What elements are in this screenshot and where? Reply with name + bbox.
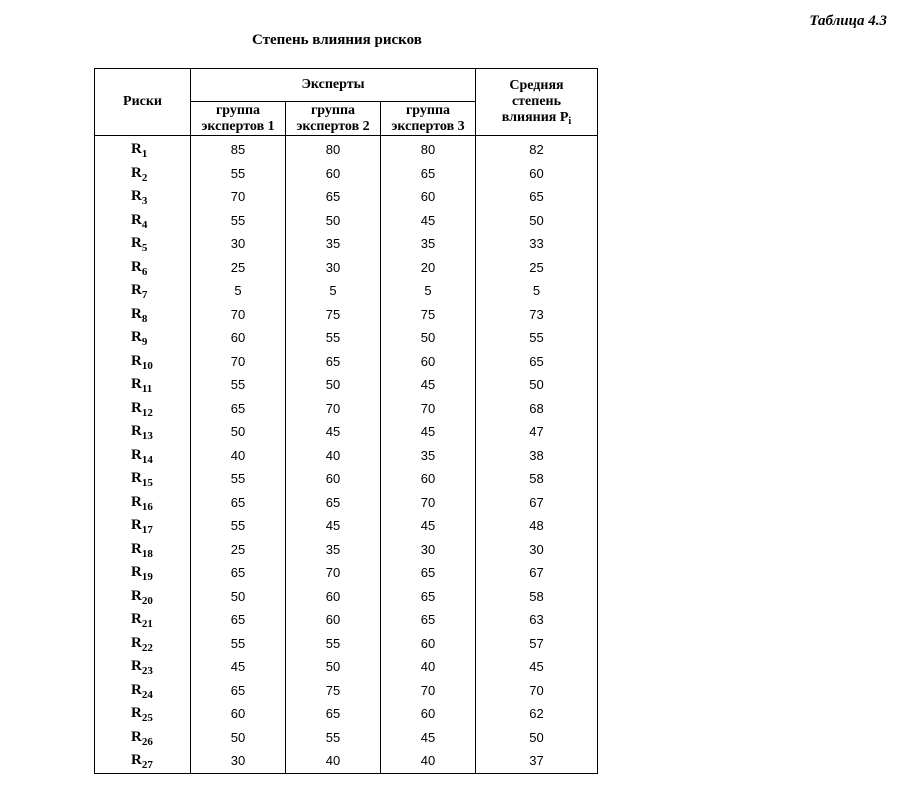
table-row <box>95 303 598 327</box>
table-row <box>95 397 598 421</box>
risk-label <box>95 397 191 421</box>
group-3-value: 80 <box>381 136 476 162</box>
risk-label <box>95 467 191 491</box>
risk-letter: R <box>131 705 142 722</box>
group-3-value: 65 <box>381 162 476 186</box>
table-row <box>95 256 598 280</box>
average-value: 58 <box>476 585 598 609</box>
risk-index: 25 <box>141 712 153 725</box>
risk-index: 10 <box>141 359 153 372</box>
table-row <box>95 232 598 256</box>
average-value: 30 <box>476 538 598 562</box>
group-1-value: 65 <box>191 397 286 421</box>
risk-letter: R <box>131 329 142 346</box>
risk-index: 21 <box>141 618 153 631</box>
risk-letter: R <box>131 282 142 299</box>
average-value: 50 <box>476 209 598 233</box>
table-row <box>95 679 598 703</box>
table-row <box>95 655 598 679</box>
group-2-value: 65 <box>286 702 381 726</box>
table-row <box>95 279 598 303</box>
header-group-line: группа <box>310 102 356 118</box>
risk-index: 8 <box>141 312 148 325</box>
table-row <box>95 185 598 209</box>
risk-letter: R <box>131 470 142 487</box>
group-1-value: 60 <box>191 702 286 726</box>
group-1-value: 55 <box>191 514 286 538</box>
group-2-value: 70 <box>286 397 381 421</box>
group-1-value: 65 <box>191 561 286 585</box>
header-group-1 <box>191 102 286 136</box>
group-2-value: 75 <box>286 303 381 327</box>
table-row <box>95 726 598 750</box>
group-1-value: 65 <box>191 608 286 632</box>
group-3-value: 45 <box>381 373 476 397</box>
group-1-value: 50 <box>191 420 286 444</box>
group-2-value: 65 <box>286 491 381 515</box>
risk-label <box>95 561 191 585</box>
group-1-value: 65 <box>191 491 286 515</box>
average-value: 62 <box>476 702 598 726</box>
group-2-value: 40 <box>286 444 381 468</box>
average-value: 68 <box>476 397 598 421</box>
average-value: 33 <box>476 232 598 256</box>
group-3-value: 45 <box>381 420 476 444</box>
group-1-value: 40 <box>191 444 286 468</box>
header-group-line: экспертов 1 <box>201 118 275 134</box>
risk-index: 2 <box>141 171 148 184</box>
risk-letter: R <box>131 235 142 252</box>
group-3-value: 30 <box>381 538 476 562</box>
group-1-value: 25 <box>191 256 286 280</box>
risk-letter: R <box>131 141 142 158</box>
risk-label <box>95 726 191 750</box>
group-3-value: 35 <box>381 232 476 256</box>
group-1-value: 60 <box>191 326 286 350</box>
group-2-value: 60 <box>286 585 381 609</box>
risk-label <box>95 749 191 773</box>
risk-letter: R <box>131 658 142 675</box>
average-value: 5 <box>476 279 598 303</box>
table-row <box>95 514 598 538</box>
header-average-subscript: i <box>568 116 572 127</box>
group-2-value: 35 <box>286 538 381 562</box>
risk-index: 5 <box>141 242 148 255</box>
risk-label <box>95 444 191 468</box>
group-3-value: 35 <box>381 444 476 468</box>
risk-letter: R <box>131 540 142 557</box>
table-row <box>95 420 598 444</box>
group-2-value: 70 <box>286 561 381 585</box>
group-1-value: 70 <box>191 350 286 374</box>
header-group-line: группа <box>215 102 261 118</box>
group-1-value: 65 <box>191 679 286 703</box>
risk-letter: R <box>131 164 142 181</box>
group-2-value: 50 <box>286 655 381 679</box>
risk-index: 11 <box>141 383 153 396</box>
average-value: 55 <box>476 326 598 350</box>
risk-letter: R <box>131 423 142 440</box>
risk-letter: R <box>131 611 142 628</box>
average-value: 50 <box>476 373 598 397</box>
risk-index: 9 <box>141 336 148 349</box>
average-value: 82 <box>476 136 598 162</box>
group-2-value: 60 <box>286 162 381 186</box>
group-3-value: 50 <box>381 326 476 350</box>
average-value: 45 <box>476 655 598 679</box>
risk-index: 3 <box>141 195 148 208</box>
group-1-value: 55 <box>191 209 286 233</box>
group-3-value: 65 <box>381 561 476 585</box>
risk-letter: R <box>131 752 142 769</box>
table-row <box>95 326 598 350</box>
risk-label <box>95 209 191 233</box>
risk-index: 27 <box>141 759 153 772</box>
risk-label <box>95 256 191 280</box>
table-row <box>95 702 598 726</box>
average-value: 60 <box>476 162 598 186</box>
group-3-value: 60 <box>381 702 476 726</box>
risk-label <box>95 702 191 726</box>
group-1-value: 55 <box>191 373 286 397</box>
header-risks: Риски <box>95 69 191 136</box>
table-row <box>95 561 598 585</box>
risk-label <box>95 350 191 374</box>
risk-label <box>95 185 191 209</box>
group-3-value: 40 <box>381 655 476 679</box>
risk-index: 1 <box>141 148 148 161</box>
header-average-line: влияния P <box>501 110 569 125</box>
table-body <box>95 136 598 774</box>
group-2-value: 80 <box>286 136 381 162</box>
table-row <box>95 373 598 397</box>
average-value: 63 <box>476 608 598 632</box>
risk-label <box>95 279 191 303</box>
table-row <box>95 538 598 562</box>
risk-index: 20 <box>141 594 153 607</box>
group-2-value: 45 <box>286 514 381 538</box>
risk-letter: R <box>131 587 142 604</box>
table-row <box>95 136 598 162</box>
group-2-value: 5 <box>286 279 381 303</box>
group-1-value: 55 <box>191 467 286 491</box>
risk-index: 18 <box>141 547 153 560</box>
risk-letter: R <box>131 728 142 745</box>
group-2-value: 55 <box>286 632 381 656</box>
risk-label <box>95 655 191 679</box>
table-row <box>95 632 598 656</box>
group-3-value: 70 <box>381 679 476 703</box>
group-1-value: 70 <box>191 303 286 327</box>
average-value: 57 <box>476 632 598 656</box>
risk-index: 24 <box>141 688 153 701</box>
group-1-value: 55 <box>191 162 286 186</box>
table-number: Таблица 4.3 <box>809 13 887 29</box>
risk-index: 7 <box>141 289 148 302</box>
group-1-value: 50 <box>191 726 286 750</box>
group-3-value: 45 <box>381 514 476 538</box>
header-average-impact <box>476 69 598 136</box>
header-group-line: экспертов 2 <box>296 118 370 134</box>
risk-index: 23 <box>141 665 153 678</box>
group-2-value: 55 <box>286 726 381 750</box>
group-1-value: 50 <box>191 585 286 609</box>
group-2-value: 50 <box>286 373 381 397</box>
group-2-value: 75 <box>286 679 381 703</box>
risk-index: 19 <box>141 571 153 584</box>
group-2-value: 50 <box>286 209 381 233</box>
table-row <box>95 585 598 609</box>
risk-letter: R <box>131 634 142 651</box>
average-value: 48 <box>476 514 598 538</box>
table-row <box>95 209 598 233</box>
group-3-value: 70 <box>381 397 476 421</box>
group-1-value: 85 <box>191 136 286 162</box>
average-value: 37 <box>476 749 598 773</box>
group-2-value: 35 <box>286 232 381 256</box>
table-row <box>95 444 598 468</box>
group-2-value: 40 <box>286 749 381 773</box>
group-3-value: 60 <box>381 632 476 656</box>
table-row <box>95 162 598 186</box>
average-value: 73 <box>476 303 598 327</box>
risk-index: 17 <box>141 524 153 537</box>
risk-index: 4 <box>141 218 148 231</box>
risk-label <box>95 632 191 656</box>
risk-label <box>95 420 191 444</box>
risk-letter: R <box>131 376 142 393</box>
group-1-value: 70 <box>191 185 286 209</box>
header-average-line: Средняя <box>509 78 564 93</box>
average-value: 50 <box>476 726 598 750</box>
risk-label <box>95 538 191 562</box>
group-1-value: 25 <box>191 538 286 562</box>
risk-letter: R <box>131 211 142 228</box>
risk-letter: R <box>131 681 142 698</box>
average-value: 70 <box>476 679 598 703</box>
risk-letter: R <box>131 352 142 369</box>
group-3-value: 40 <box>381 749 476 773</box>
risk-letter: R <box>131 517 142 534</box>
risk-index: 26 <box>141 735 153 748</box>
average-value: 67 <box>476 491 598 515</box>
table-row <box>95 491 598 515</box>
group-3-value: 70 <box>381 491 476 515</box>
risk-letter: R <box>131 564 142 581</box>
risk-label <box>95 303 191 327</box>
group-3-value: 60 <box>381 185 476 209</box>
table-row <box>95 608 598 632</box>
group-2-value: 60 <box>286 608 381 632</box>
risk-label <box>95 608 191 632</box>
header-group-line: группа <box>405 102 451 118</box>
risk-label <box>95 326 191 350</box>
risk-index: 12 <box>141 406 153 419</box>
group-3-value: 45 <box>381 209 476 233</box>
risk-label <box>95 679 191 703</box>
group-3-value: 75 <box>381 303 476 327</box>
average-value: 65 <box>476 350 598 374</box>
group-3-value: 60 <box>381 467 476 491</box>
risk-letter: R <box>131 399 142 416</box>
group-3-value: 20 <box>381 256 476 280</box>
table-row <box>95 467 598 491</box>
average-value: 65 <box>476 185 598 209</box>
risk-letter: R <box>131 305 142 322</box>
risk-label <box>95 491 191 515</box>
risk-label <box>95 585 191 609</box>
average-value: 67 <box>476 561 598 585</box>
average-value: 58 <box>476 467 598 491</box>
group-2-value: 65 <box>286 350 381 374</box>
group-1-value: 45 <box>191 655 286 679</box>
average-value: 38 <box>476 444 598 468</box>
risk-label <box>95 232 191 256</box>
group-1-value: 55 <box>191 632 286 656</box>
risk-impact-table <box>94 68 598 774</box>
table-row <box>95 350 598 374</box>
risk-index: 16 <box>141 500 153 513</box>
group-3-value: 45 <box>381 726 476 750</box>
risk-label <box>95 162 191 186</box>
risk-index: 6 <box>141 265 148 278</box>
group-3-value: 65 <box>381 585 476 609</box>
risk-index: 14 <box>141 453 153 466</box>
risk-letter: R <box>131 258 142 275</box>
risk-label <box>95 373 191 397</box>
average-value: 25 <box>476 256 598 280</box>
group-2-value: 55 <box>286 326 381 350</box>
group-2-value: 45 <box>286 420 381 444</box>
header-group-3 <box>381 102 476 136</box>
risk-index: 15 <box>141 477 153 490</box>
risk-label <box>95 514 191 538</box>
header-group-line: экспертов 3 <box>391 118 465 134</box>
risk-index: 22 <box>141 641 153 654</box>
table-title: Степень влияния рисков <box>252 32 422 48</box>
header-group-2 <box>286 102 381 136</box>
group-3-value: 60 <box>381 350 476 374</box>
risk-index: 13 <box>141 430 153 443</box>
risk-letter: R <box>131 446 142 463</box>
average-value: 47 <box>476 420 598 444</box>
header-experts: Эксперты <box>191 69 476 102</box>
risk-letter: R <box>131 188 142 205</box>
risk-letter: R <box>131 493 142 510</box>
group-1-value: 30 <box>191 749 286 773</box>
risk-label <box>95 136 191 162</box>
group-2-value: 60 <box>286 467 381 491</box>
group-2-value: 30 <box>286 256 381 280</box>
group-3-value: 65 <box>381 608 476 632</box>
group-1-value: 5 <box>191 279 286 303</box>
header-average-line: степень <box>511 94 562 109</box>
group-1-value: 30 <box>191 232 286 256</box>
table-row <box>95 749 598 773</box>
group-2-value: 65 <box>286 185 381 209</box>
group-3-value: 5 <box>381 279 476 303</box>
